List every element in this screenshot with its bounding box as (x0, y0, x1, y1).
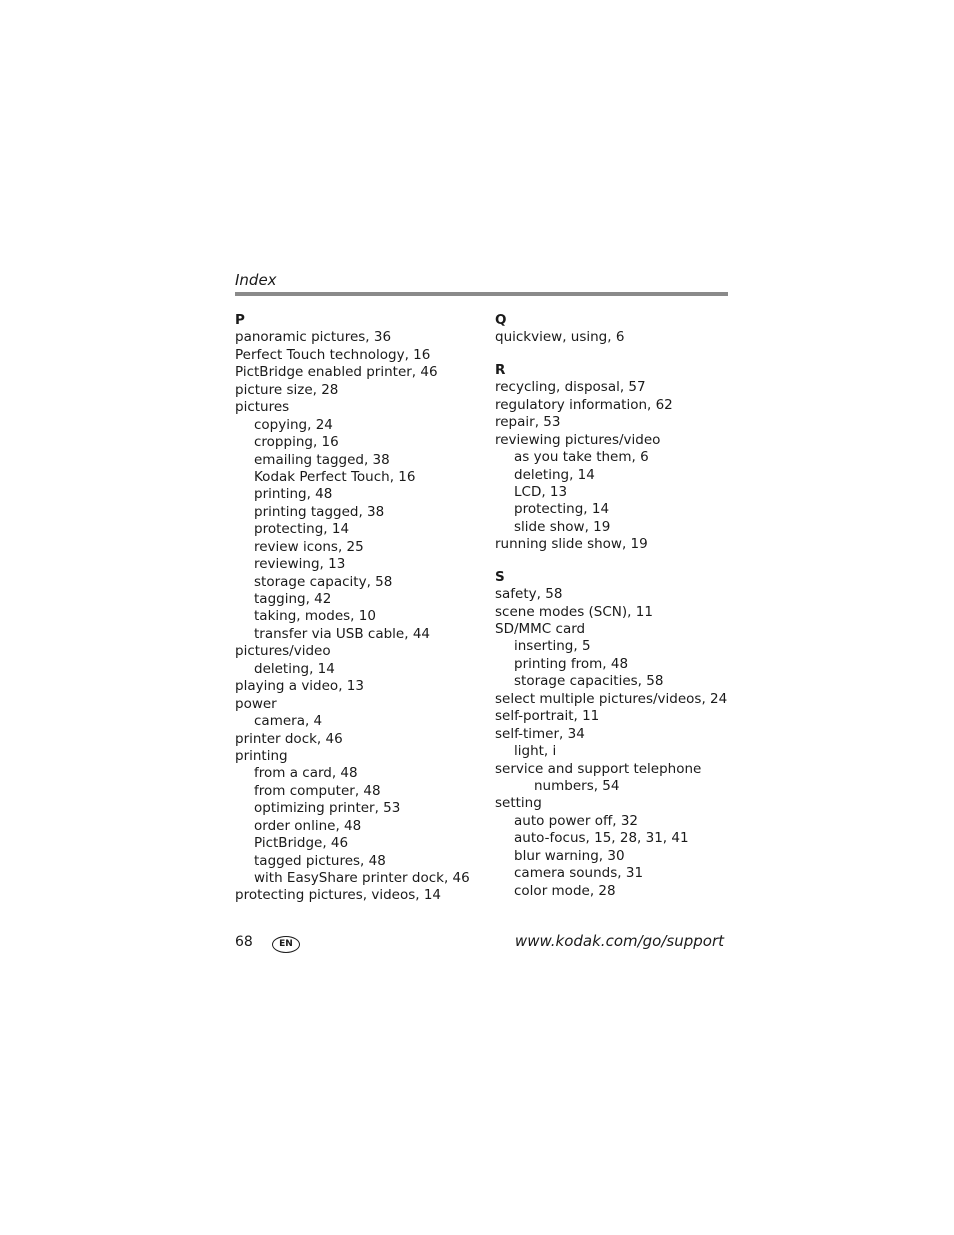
index-subentry: transfer via USB cable, 44 (254, 625, 430, 642)
index-entry: reviewing pictures/video (495, 431, 661, 448)
index-column-left (235, 312, 475, 920)
index-entry: setting (495, 795, 542, 812)
index-entry: PictBridge enabled printer, 46 (235, 364, 438, 381)
index-entry: repair, 53 (495, 414, 561, 431)
index-subentry: storage capacity, 58 (254, 573, 393, 590)
index-section-q (495, 312, 735, 347)
index-entry: SD/MMC card (495, 621, 586, 637)
header-rule (235, 292, 728, 296)
index-subentry: from computer, 48 (254, 782, 381, 799)
index-entry: select multiple pictures/videos, 24 (495, 690, 728, 707)
index-subentry: camera sounds, 31 (514, 865, 644, 882)
support-url[interactable]: www.kodak.com/go/support (514, 932, 724, 950)
index-subentry: emailing tagged, 38 (254, 451, 390, 468)
index-entry: self-portrait, 11 (495, 708, 600, 725)
index-entry: service and support telephone (495, 760, 702, 777)
index-subentry: camera, 4 (254, 713, 323, 730)
index-subentry: tagged pictures, 48 (254, 852, 386, 869)
index-subentry: color mode, 28 (514, 882, 616, 899)
index-subentry: PictBridge, 46 (254, 835, 349, 852)
index-subentry: deleting, 14 (254, 660, 335, 677)
index-entry: picture size, 28 (235, 381, 339, 398)
index-subentry: inserting, 5 (514, 638, 591, 655)
index-subentry: light, i (514, 743, 557, 760)
index-column-right (495, 312, 735, 915)
index-subentry: protecting, 14 (254, 521, 350, 538)
index-subentry: cropping, 16 (254, 434, 339, 451)
index-subentry: printing, 48 (254, 486, 333, 503)
index-entry: panoramic pictures, 36 (235, 329, 392, 346)
index-entry: pictures (235, 399, 290, 416)
page-number: 68 (235, 934, 253, 950)
index-subentry: slide show, 19 (514, 518, 611, 535)
index-subentry: numbers, 54 (534, 777, 620, 794)
index-entry: scene modes (SCN), 11 (495, 603, 653, 620)
index-subentry: printing tagged, 38 (254, 503, 385, 520)
index-subentry: auto power off, 32 (514, 812, 639, 829)
index-entry: printing (235, 747, 288, 764)
index-entry: self-timer, 34 (495, 725, 585, 742)
index-subentry: printing from, 48 (514, 655, 629, 672)
index-entry: running slide show, 19 (495, 536, 648, 553)
running-header-title: Index (235, 271, 277, 289)
index-subentry: LCD, 13 (514, 483, 568, 500)
index-subentry: review icons, 25 (254, 538, 364, 555)
index-subentry: blur warning, 30 (514, 847, 625, 864)
index-subentry: tagging, 42 (254, 591, 332, 607)
index-section-letter: S (495, 568, 505, 585)
index-subentry: optimizing printer, 53 (254, 800, 401, 817)
index-subentry: from a card, 48 (254, 765, 358, 782)
index-entry: power (235, 695, 277, 712)
index-section-letter: P (235, 312, 245, 328)
index-section-letter: R (495, 361, 506, 378)
index-subentry: protecting, 14 (514, 501, 610, 518)
index-entry: printer dock, 46 (235, 730, 343, 747)
index-entry: regulatory information, 62 (495, 396, 673, 413)
index-entry: safety, 58 (495, 586, 563, 603)
index-subentry: deleting, 14 (514, 466, 595, 483)
index-subentry: reviewing, 13 (254, 556, 346, 573)
index-subentry: auto-focus, 15, 28, 31, 41 (514, 830, 689, 847)
index-entry: Perfect Touch technology, 16 (235, 346, 431, 363)
index-subentry: storage capacities, 58 (514, 673, 664, 690)
index-subentry: Kodak Perfect Touch, 16 (254, 468, 416, 485)
language-badge: EN (272, 936, 300, 953)
index-entry: pictures/video (235, 643, 331, 660)
index-subentry: taking, modes, 10 (254, 608, 376, 625)
index-section-letter: Q (495, 312, 507, 328)
index-section-p (235, 312, 475, 905)
index-entry: recycling, disposal, 57 (495, 379, 646, 396)
index-subentry: copying, 24 (254, 416, 333, 433)
index-entry: quickview, using, 6 (495, 329, 625, 346)
index-subentry: as you take them, 6 (514, 449, 649, 466)
index-section-s (495, 569, 735, 900)
index-entry: playing a video, 13 (235, 678, 364, 695)
index-subentry: with EasyShare printer dock, 46 (254, 870, 470, 886)
index-section-r (495, 362, 735, 554)
index-subentry: order online, 48 (254, 817, 362, 834)
index-entry: protecting pictures, videos, 14 (235, 887, 442, 904)
